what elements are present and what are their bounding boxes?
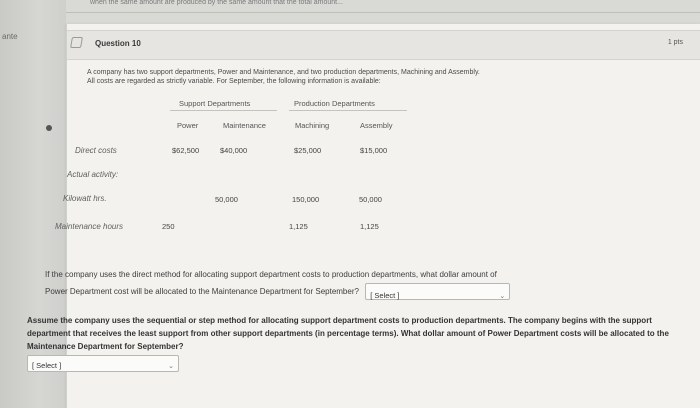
- chevron-down-icon: ⌄: [499, 293, 506, 301]
- q1-line-b: [45, 283, 685, 300]
- maint-hours-machining: 1,125: [289, 222, 308, 231]
- q2-answer-dropdown[interactable]: [27, 355, 179, 372]
- row-direct-costs-label: Direct costs: [75, 146, 117, 155]
- kilowatt-assembly: 50,000: [359, 195, 382, 204]
- q2-select-value: [ Select ]: [32, 361, 62, 370]
- question-part-1: [45, 266, 685, 300]
- support-group-line: [170, 110, 277, 111]
- question-header: [67, 30, 700, 60]
- question-intro: [87, 68, 647, 86]
- intro-line-2: All costs are regarded as strictly variable. For September, the following information is available:: [87, 78, 381, 85]
- q1-text-b: Power Department cost will be allocated to the Maintenance Department for September?: [45, 287, 359, 296]
- col-maintenance: Maintenance: [223, 121, 266, 130]
- direct-costs-power: $62,500: [172, 146, 200, 155]
- question-title: Question 10: [95, 39, 141, 48]
- left-edge-text: ante: [2, 32, 18, 41]
- q2-text: Assume the company uses the sequential or step method for allocating support department costs to production departments. The company begins with the support department that receives the least support from other support departments (in percentage terms). What dollar amount of Power Department costs will be allocated to the Maintenance Department for September?: [27, 316, 669, 351]
- direct-costs-maintenance: $40,000: [220, 146, 248, 155]
- production-group-line: [289, 110, 407, 111]
- direct-costs-assembly: $15,000: [360, 146, 388, 155]
- row-kilowatt-label: Kilowatt hrs.: [63, 194, 107, 203]
- divider: [66, 12, 700, 13]
- kilowatt-maintenance: 50,000: [215, 195, 238, 204]
- support-departments-header: Support Departments: [179, 99, 251, 108]
- maint-hours-power: 250: [162, 222, 175, 231]
- flag-icon[interactable]: [70, 37, 83, 48]
- col-power: Power: [177, 121, 199, 130]
- intro-line-1: A company has two support departments, Power and Maintenance, and two production departments, Machining and Assembly.: [87, 69, 480, 76]
- col-machining: Machining: [295, 121, 330, 130]
- q1-answer-dropdown[interactable]: [365, 283, 510, 300]
- q1-select-value: [ Select ]: [370, 291, 400, 301]
- question-part-2: [27, 314, 687, 372]
- col-assembly: Assembly: [360, 121, 393, 130]
- question-card: [27, 24, 700, 408]
- q1-text-a: If the company uses the direct method for allocating support department costs to production departments, what dollar amount of: [45, 270, 497, 279]
- question-points: 1 pts: [667, 39, 683, 46]
- previous-question-text: when the same amount are produced by the same amount that the total amount...: [90, 0, 343, 6]
- maint-hours-assembly: 1,125: [360, 222, 379, 231]
- row-actual-activity-label: Actual activity:: [67, 170, 119, 179]
- kilowatt-machining: 150,000: [292, 195, 320, 204]
- chevron-down-icon: ⌄: [168, 363, 174, 370]
- bullet-icon: [46, 125, 52, 131]
- production-departments-header: Production Departments: [294, 99, 375, 108]
- direct-costs-machining: $25,000: [294, 146, 322, 155]
- row-maintenance-hours-label: Maintenance hours: [55, 222, 124, 231]
